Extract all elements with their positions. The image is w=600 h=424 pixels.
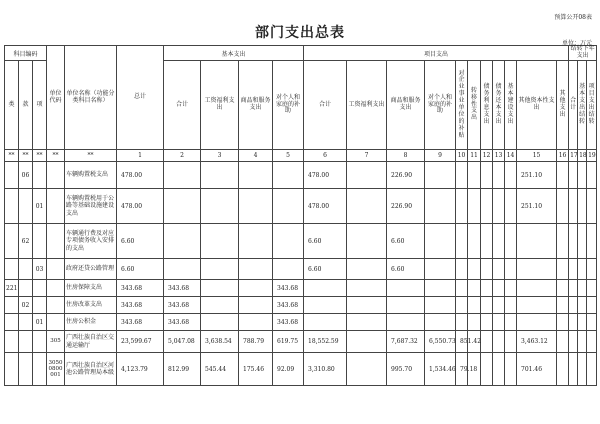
cell-name: 车辆购置税用于公路等基础设施建设支出 — [65, 189, 117, 224]
cell-c17 — [569, 259, 578, 280]
cell-c1: 343.68 — [117, 297, 164, 314]
cell-name: 住房改革支出 — [65, 297, 117, 314]
unit-name-header: 单位名称（功能分类科目名称） — [65, 46, 117, 150]
cell-unit: 30500800001 — [47, 353, 65, 386]
cell-c5: 343.68 — [273, 280, 304, 297]
cell-kind — [5, 162, 19, 189]
b-personal-header: 对个人和家庭的补助 — [273, 61, 304, 150]
cell-c5: 92.09 — [273, 353, 304, 386]
cell-c15: 3,463.12 — [517, 331, 557, 353]
cell-c4 — [239, 297, 273, 314]
p-salary-header: 工资福利支出 — [347, 61, 387, 150]
index-cell: 13 — [493, 150, 505, 162]
subject-code-header: 科目编码 — [5, 46, 47, 61]
cell-c3 — [201, 189, 239, 224]
cell-section — [19, 331, 33, 353]
cell-c16 — [557, 353, 569, 386]
p-enterprise-header: 对企业事业单位的补贴 — [456, 61, 468, 150]
cell-c18 — [578, 280, 587, 297]
cell-c8: 7,687.32 — [387, 331, 425, 353]
cell-c9 — [425, 280, 456, 297]
cell-c6 — [304, 314, 347, 331]
cell-c4 — [239, 314, 273, 331]
cell-c7 — [347, 297, 387, 314]
cell-c3 — [201, 297, 239, 314]
cell-c19 — [587, 189, 597, 224]
cell-unit — [47, 162, 65, 189]
cell-name: 车辆通行费及对应专项债务收入安排的支出 — [65, 224, 117, 259]
cell-c15: 701.46 — [517, 353, 557, 386]
p-capital-header: 基本建设支出 — [505, 61, 517, 150]
cell-item — [33, 162, 47, 189]
index-cell: 12 — [481, 150, 493, 162]
cell-c16 — [557, 259, 569, 280]
cell-c1: 343.68 — [117, 280, 164, 297]
index-cell: 10 — [456, 150, 468, 162]
cell-c2: 343.68 — [164, 280, 201, 297]
cell-c12 — [481, 280, 493, 297]
b-salary-header: 工资福利支出 — [201, 61, 239, 150]
index-cell: ** — [33, 150, 47, 162]
cell-c17 — [569, 353, 578, 386]
cell-c9: 6,550.73 — [425, 331, 456, 353]
cell-c14 — [505, 331, 517, 353]
cell-kind — [5, 259, 19, 280]
cell-c7 — [347, 353, 387, 386]
unit-label: 单位：万元 — [561, 40, 592, 47]
cell-section — [19, 353, 33, 386]
index-cell: 2 — [164, 150, 201, 162]
table-code: 预算公开08表 — [554, 14, 592, 21]
cell-c14 — [505, 224, 517, 259]
cell-item — [33, 224, 47, 259]
cell-kind — [5, 331, 19, 353]
index-cell: ** — [65, 150, 117, 162]
p-debt-principal-header: 债务还本支出 — [493, 61, 505, 150]
cell-c4 — [239, 224, 273, 259]
p-total-header: 合计 — [304, 61, 347, 150]
index-cell: 11 — [468, 150, 481, 162]
b-total-header: 合计 — [164, 61, 201, 150]
cell-section — [19, 189, 33, 224]
index-cell: 9 — [425, 150, 456, 162]
cell-c14 — [505, 353, 517, 386]
cell-item — [33, 297, 47, 314]
p-debt-interest-header: 债务利息支出 — [481, 61, 493, 150]
cell-c9 — [425, 314, 456, 331]
cell-c2 — [164, 162, 201, 189]
cell-c18 — [578, 314, 587, 331]
cell-c7 — [347, 162, 387, 189]
cell-section — [19, 280, 33, 297]
cell-c14 — [505, 280, 517, 297]
cell-c1: 6.60 — [117, 259, 164, 280]
cell-c6: 478.00 — [304, 162, 347, 189]
item-header: 项 — [33, 61, 47, 150]
cell-c15 — [517, 259, 557, 280]
cell-c7 — [347, 314, 387, 331]
table-row — [5, 297, 597, 314]
c-total-header: 合计 — [569, 61, 578, 150]
cell-c8 — [387, 297, 425, 314]
cell-c4 — [239, 162, 273, 189]
cell-c4 — [239, 259, 273, 280]
cell-c3 — [201, 259, 239, 280]
cell-c11 — [468, 224, 481, 259]
cell-c4 — [239, 280, 273, 297]
cell-c18 — [578, 331, 587, 353]
cell-c2: 812.99 — [164, 353, 201, 386]
cell-c10 — [456, 224, 468, 259]
cell-kind — [5, 314, 19, 331]
cell-c1: 478.00 — [117, 162, 164, 189]
cell-c17 — [569, 331, 578, 353]
cell-c4 — [239, 189, 273, 224]
cell-c7 — [347, 259, 387, 280]
cell-c10 — [456, 314, 468, 331]
cell-c15 — [517, 224, 557, 259]
cell-c14 — [505, 162, 517, 189]
cell-c12 — [481, 297, 493, 314]
cell-c1: 23,599.67 — [117, 331, 164, 353]
cell-c19 — [587, 280, 597, 297]
cell-c18 — [578, 353, 587, 386]
index-cell: 8 — [387, 150, 425, 162]
index-cell: 3 — [201, 150, 239, 162]
cell-c3 — [201, 162, 239, 189]
cell-name: 住房保障支出 — [65, 280, 117, 297]
section-header: 款 — [19, 61, 33, 150]
cell-c8: 6.60 — [387, 224, 425, 259]
cell-c13 — [493, 297, 505, 314]
cell-c17 — [569, 162, 578, 189]
cell-c13 — [493, 162, 505, 189]
cell-name: 广西壮族自治区河池公路管理局本级 — [65, 353, 117, 386]
index-cell: 18 — [578, 150, 587, 162]
cell-c16 — [557, 162, 569, 189]
cell-c13 — [493, 224, 505, 259]
cell-kind — [5, 189, 19, 224]
cell-section — [19, 259, 33, 280]
cell-c5 — [273, 259, 304, 280]
cell-c16 — [557, 297, 569, 314]
page-title: 部门支出总表 — [255, 25, 345, 41]
cell-c13 — [493, 189, 505, 224]
cell-c14 — [505, 189, 517, 224]
cell-unit — [47, 224, 65, 259]
cell-c5: 619.75 — [273, 331, 304, 353]
cell-c8 — [387, 280, 425, 297]
index-cell: 4 — [239, 150, 273, 162]
cell-c15 — [517, 314, 557, 331]
cell-c11 — [468, 297, 481, 314]
cell-kind — [5, 297, 19, 314]
expenditure-table — [4, 45, 597, 386]
cell-c11 — [468, 280, 481, 297]
cell-c14 — [505, 314, 517, 331]
index-cell: 17 — [569, 150, 578, 162]
cell-c11 — [468, 162, 481, 189]
cell-c10 — [456, 259, 468, 280]
cell-c12 — [481, 162, 493, 189]
cell-c2 — [164, 259, 201, 280]
cell-c18 — [578, 297, 587, 314]
index-row — [5, 150, 597, 162]
cell-c16 — [557, 224, 569, 259]
p-transfer-header: 转移性支出 — [468, 61, 481, 150]
cell-c6 — [304, 280, 347, 297]
cell-section — [19, 314, 33, 331]
b-goods-header: 商品和服务支出 — [239, 61, 273, 150]
cell-c3: 3,638.54 — [201, 331, 239, 353]
cell-c17 — [569, 314, 578, 331]
cell-c12 — [481, 189, 493, 224]
p-personal-header: 对个人和家庭的补助 — [425, 61, 456, 150]
cell-c19 — [587, 162, 597, 189]
cell-c19 — [587, 314, 597, 331]
cell-c5 — [273, 162, 304, 189]
cell-c12 — [481, 224, 493, 259]
cell-c12 — [481, 331, 493, 353]
cell-c5: 343.68 — [273, 297, 304, 314]
cell-c6: 18,552.59 — [304, 331, 347, 353]
cell-c9 — [425, 297, 456, 314]
index-cell: 1 — [117, 150, 164, 162]
cell-c10 — [456, 280, 468, 297]
cell-c2: 343.68 — [164, 314, 201, 331]
cell-c3 — [201, 280, 239, 297]
index-cell: 7 — [347, 150, 387, 162]
cell-c10 — [456, 189, 468, 224]
cell-c8: 995.70 — [387, 353, 425, 386]
cell-c5 — [273, 189, 304, 224]
cell-c11 — [468, 314, 481, 331]
cell-c11 — [468, 189, 481, 224]
cell-c15 — [517, 280, 557, 297]
index-cell: 6 — [304, 150, 347, 162]
cell-item: 01 — [33, 314, 47, 331]
cell-c8: 226.90 — [387, 162, 425, 189]
cell-section: 06 — [19, 162, 33, 189]
cell-unit — [47, 259, 65, 280]
index-cell: ** — [47, 150, 65, 162]
cell-c17 — [569, 224, 578, 259]
cell-c12 — [481, 259, 493, 280]
cell-c13 — [493, 259, 505, 280]
cell-c18 — [578, 162, 587, 189]
cell-c11 — [468, 259, 481, 280]
cell-item — [33, 280, 47, 297]
cell-c2 — [164, 189, 201, 224]
index-cell: 15 — [517, 150, 557, 162]
cell-section: 62 — [19, 224, 33, 259]
cell-c1: 343.68 — [117, 314, 164, 331]
cell-c8 — [387, 314, 425, 331]
header-row-1 — [5, 46, 597, 61]
cell-unit — [47, 297, 65, 314]
index-cell: 5 — [273, 150, 304, 162]
table-row — [5, 314, 597, 331]
cell-c9 — [425, 224, 456, 259]
carry-header: 结转下年支出 — [570, 45, 595, 59]
cell-name: 住房公积金 — [65, 314, 117, 331]
index-cell: ** — [5, 150, 19, 162]
cell-c18 — [578, 189, 587, 224]
cell-c16 — [557, 331, 569, 353]
cell-c19 — [587, 259, 597, 280]
cell-c6: 478.00 — [304, 189, 347, 224]
cell-c10: 851.42 — [456, 331, 468, 353]
cell-c7 — [347, 331, 387, 353]
cell-c10 — [456, 162, 468, 189]
cell-c7 — [347, 189, 387, 224]
table-row — [5, 353, 597, 386]
cell-c6: 3,310.80 — [304, 353, 347, 386]
total-header: 总计 — [117, 46, 164, 150]
cell-c9 — [425, 259, 456, 280]
cell-c8: 226.90 — [387, 189, 425, 224]
cell-item — [33, 353, 47, 386]
cell-c6 — [304, 297, 347, 314]
cell-c9: 1,534.46 — [425, 353, 456, 386]
cell-c2 — [164, 224, 201, 259]
cell-name: 广西壮族自治区交通运输厅 — [65, 331, 117, 353]
cell-c6: 6.60 — [304, 259, 347, 280]
cell-c16 — [557, 280, 569, 297]
cell-unit — [47, 189, 65, 224]
cell-c7 — [347, 280, 387, 297]
cell-c5 — [273, 224, 304, 259]
unit-code-header: 单位代码 — [47, 46, 65, 150]
cell-c19 — [587, 331, 597, 353]
cell-c3: 545.44 — [201, 353, 239, 386]
cell-c18 — [578, 224, 587, 259]
c-project-header: 项目支出结转 — [587, 61, 597, 150]
cell-c13 — [493, 353, 505, 386]
cell-c19 — [587, 297, 597, 314]
cell-c17 — [569, 280, 578, 297]
cell-item: 03 — [33, 259, 47, 280]
cell-c13 — [493, 314, 505, 331]
cell-c5: 343.68 — [273, 314, 304, 331]
cell-c12 — [481, 314, 493, 331]
cell-c9 — [425, 189, 456, 224]
c-basic-header: 基本支出结转 — [578, 61, 587, 150]
index-cell: 14 — [505, 150, 517, 162]
cell-c2: 5,047.08 — [164, 331, 201, 353]
p-capital-other-header: 其他资本性支出 — [517, 61, 557, 150]
cell-kind — [5, 353, 19, 386]
cell-c1: 478.00 — [117, 189, 164, 224]
cell-c15: 251.10 — [517, 162, 557, 189]
cell-c1: 6.60 — [117, 224, 164, 259]
cell-c19 — [587, 224, 597, 259]
cell-c17 — [569, 189, 578, 224]
cell-c15 — [517, 297, 557, 314]
cell-unit — [47, 280, 65, 297]
kind-header: 类 — [5, 61, 19, 150]
index-cell: ** — [19, 150, 33, 162]
cell-c4: 175.46 — [239, 353, 273, 386]
cell-c15: 251.10 — [517, 189, 557, 224]
cell-c1: 4,123.79 — [117, 353, 164, 386]
p-other-header: 其他支出 — [557, 61, 569, 150]
table-row — [5, 259, 597, 280]
cell-c6: 6.60 — [304, 224, 347, 259]
cell-name: 政府还贷公路管理 — [65, 259, 117, 280]
cell-c17 — [569, 297, 578, 314]
cell-item — [33, 331, 47, 353]
index-cell: 19 — [587, 150, 597, 162]
cell-c14 — [505, 259, 517, 280]
basic-header: 基本支出 — [164, 46, 304, 61]
project-header: 项目支出 — [304, 46, 569, 61]
cell-c7 — [347, 224, 387, 259]
table-row — [5, 224, 597, 259]
cell-c13 — [493, 331, 505, 353]
cell-c12 — [481, 353, 493, 386]
cell-c4: 788.79 — [239, 331, 273, 353]
cell-c10 — [456, 297, 468, 314]
cell-c16 — [557, 189, 569, 224]
table-row — [5, 331, 597, 353]
cell-c19 — [587, 353, 597, 386]
cell-c10: 79.18 — [456, 353, 468, 386]
index-cell: 16 — [557, 150, 569, 162]
cell-section: 02 — [19, 297, 33, 314]
table-row — [5, 280, 597, 297]
table-row — [5, 162, 597, 189]
p-goods-header: 商品和服务支出 — [387, 61, 425, 150]
cell-kind — [5, 224, 19, 259]
cell-unit — [47, 314, 65, 331]
cell-kind: 221 — [5, 280, 19, 297]
cell-item: 01 — [33, 189, 47, 224]
cell-c8: 6.60 — [387, 259, 425, 280]
cell-name: 车辆购置税支出 — [65, 162, 117, 189]
cell-c3 — [201, 224, 239, 259]
cell-c14 — [505, 297, 517, 314]
cell-c9 — [425, 162, 456, 189]
cell-c3 — [201, 314, 239, 331]
table-row — [5, 189, 597, 224]
cell-c18 — [578, 259, 587, 280]
cell-unit: 305 — [47, 331, 65, 353]
cell-c2: 343.68 — [164, 297, 201, 314]
cell-c13 — [493, 280, 505, 297]
cell-c16 — [557, 314, 569, 331]
